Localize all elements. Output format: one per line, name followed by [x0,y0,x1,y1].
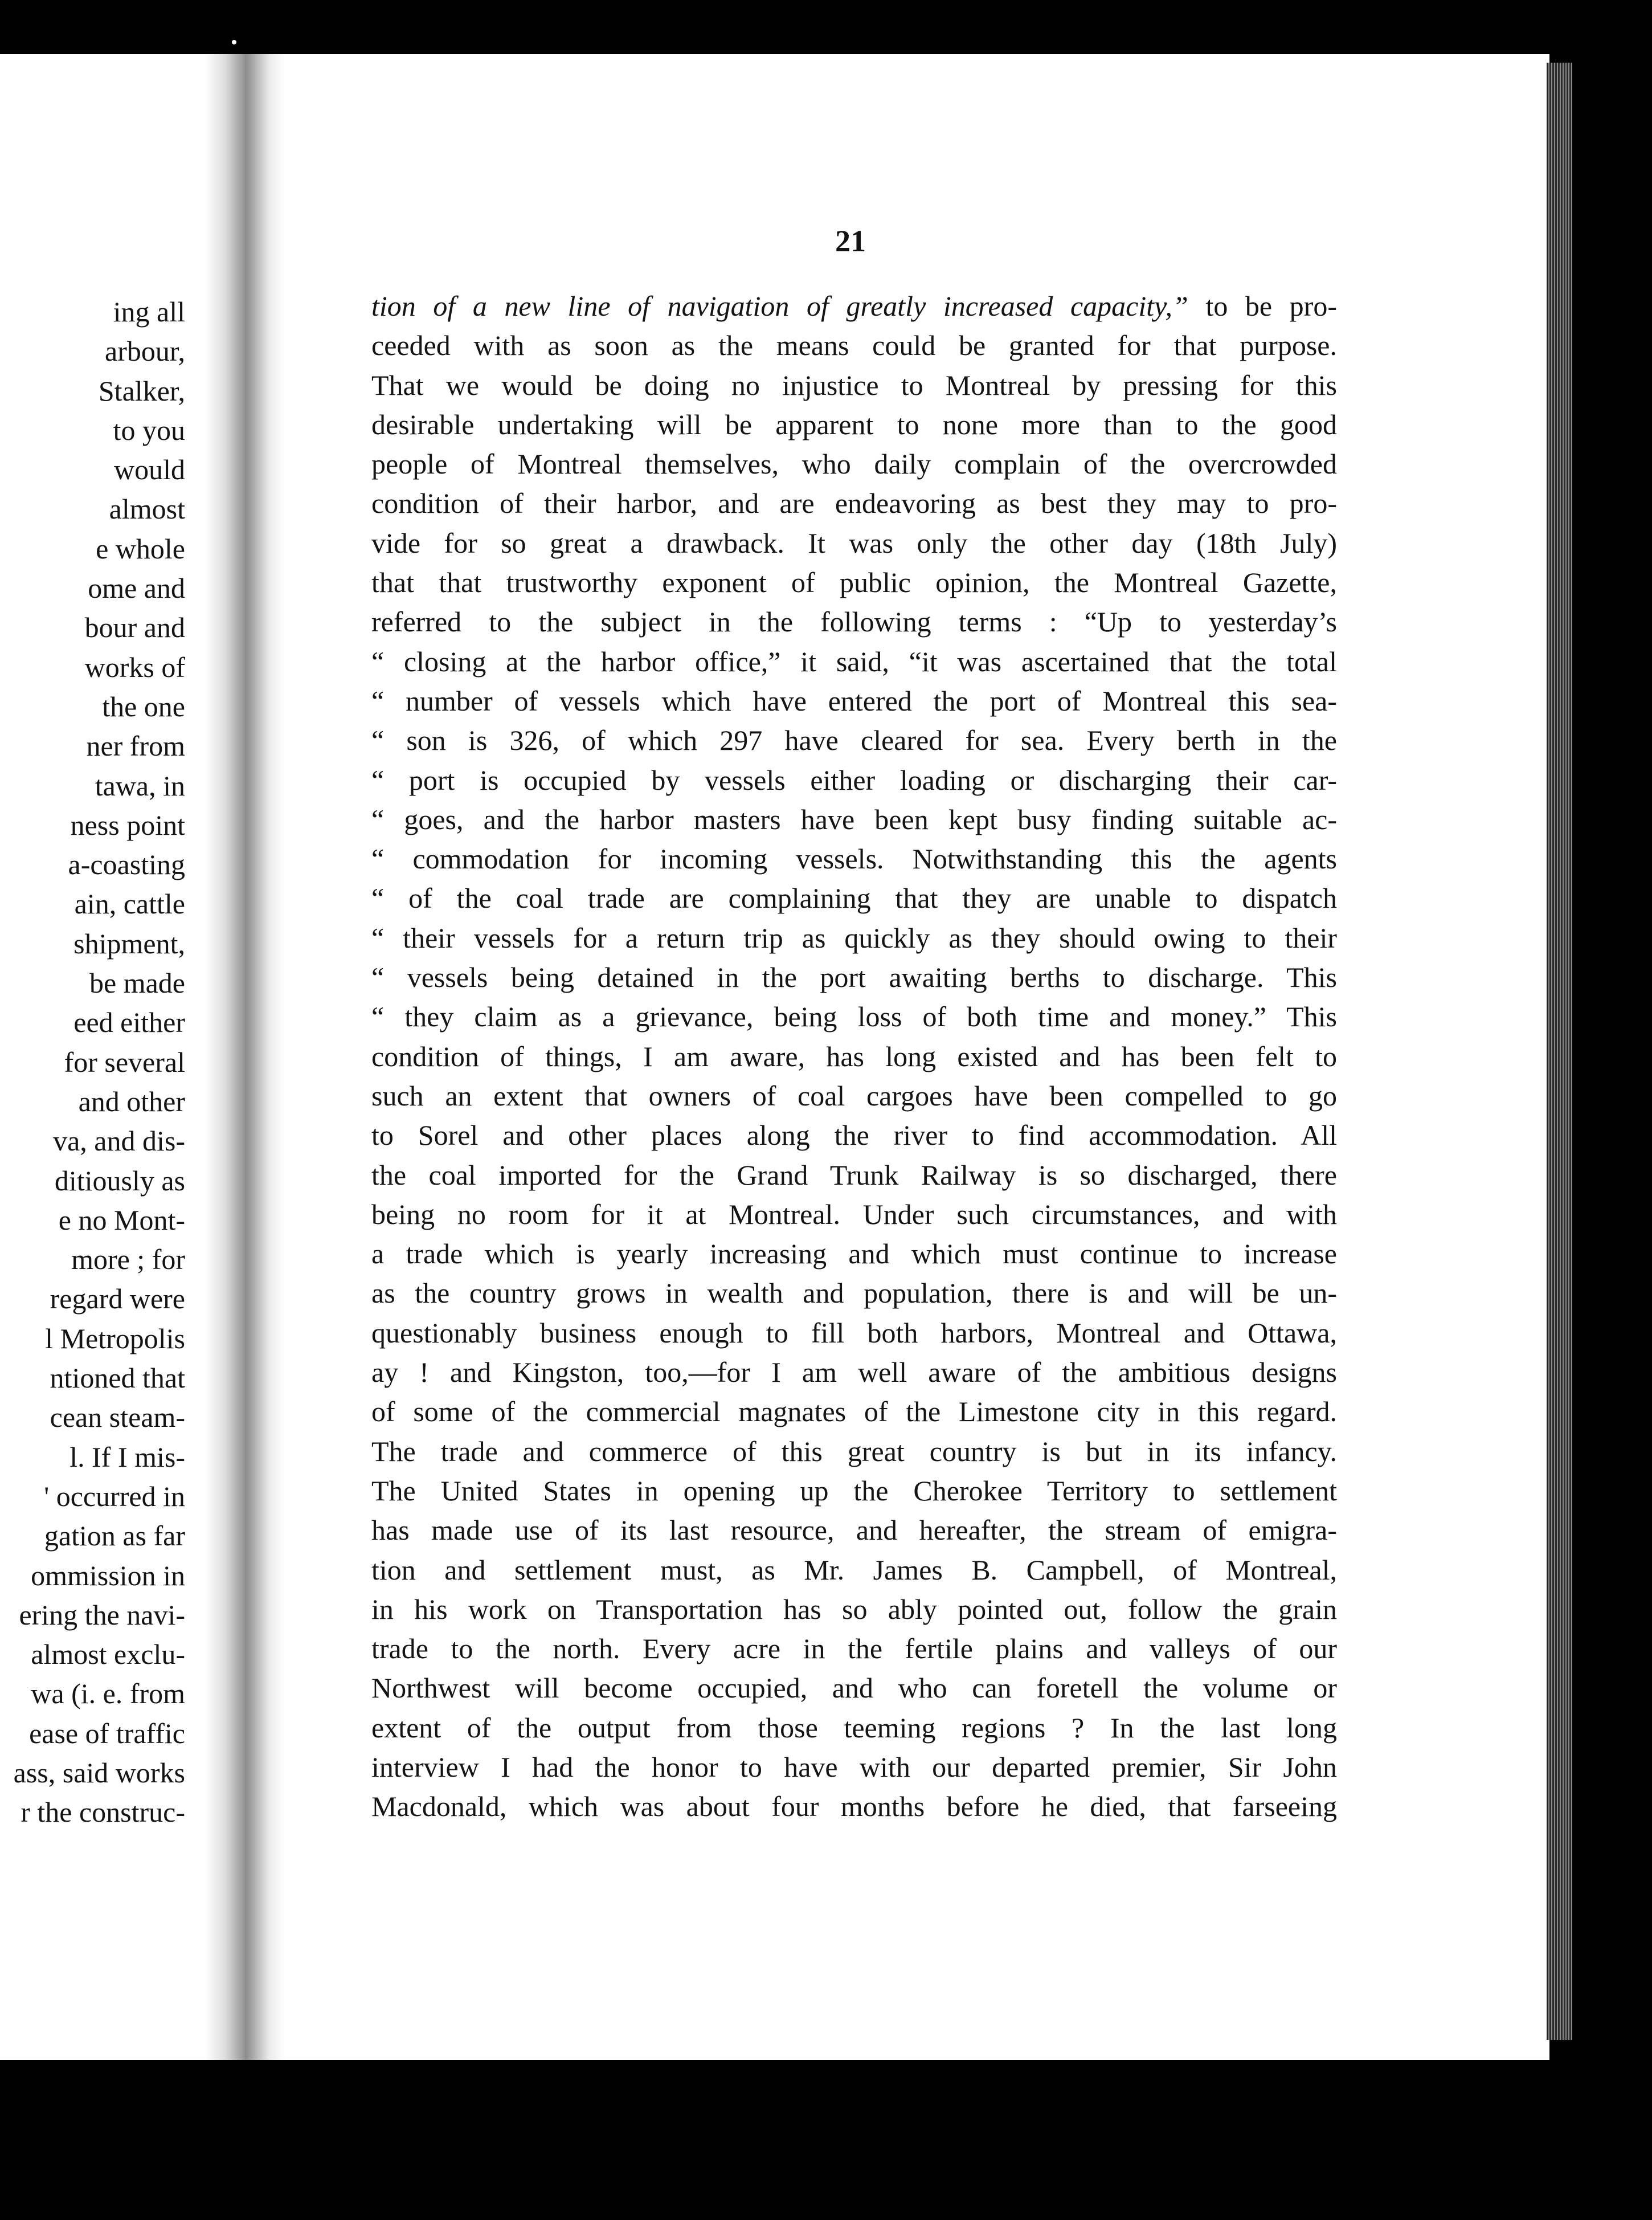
text-line: trade to the north. Every acre in the fertile plains and valleys of our [371,1633,1337,1665]
left-text-line: regard were [50,1283,185,1315]
left-text-line: ering the navi- [19,1598,185,1631]
text-line: the coal imported for the Grand Trunk Railway is so discharged, there [371,1158,1337,1191]
text-line: The United States in opening up the Cherokee Territory to settlement [371,1474,1337,1507]
left-text-line: ditiously as [54,1164,185,1197]
text-line: such an extent that owners of coal cargoes have been compelled to go [371,1079,1337,1112]
text-line: referred to the subject in the following terms : “Up to yesterday’s [371,606,1337,638]
spine-shadow [245,54,285,2060]
text-line: extent of the output from those teeming regions ? In the last long [371,1711,1337,1744]
left-text-line: a-coasting [68,848,185,881]
left-text-line: ain, cattle [74,888,185,920]
left-text-line: almost exclu- [31,1638,185,1671]
text-line: to Sorel and other places along the river to find accommodation. All [371,1119,1337,1152]
left-page [0,54,262,2060]
left-text-line: e no Mont- [58,1203,185,1236]
text-line: ceeded with as soon as the means could be granted for that purpose. [371,329,1337,362]
text-line: interview I had the honor to have with our departed premier, Sir John [371,1750,1337,1783]
left-text-line: almost [109,493,185,525]
text-line: That we would be doing no injustice to Montreal by pressing for this [371,369,1337,401]
text-line: desirable undertaking will be apparent to none more than to the good [371,408,1337,440]
page-number: 21 [835,224,866,258]
text-line: in his work on Transportation has so ably pointed out, follow the grain [371,1593,1337,1625]
text-line: “ commodation for incoming vessels. Notwithstanding this the agents [371,843,1337,875]
text-line: ay ! and Kingston, too,—for I am well aware of the ambitious designs [371,1356,1337,1389]
text-line: “ goes, and the harbor masters have been kept busy finding suitable ac- [371,803,1337,835]
left-text-line: ntioned that [50,1362,185,1394]
text-line [371,287,1337,326]
text-line: “ number of vessels which have entered the port of Montreal this sea- [371,684,1337,717]
left-text-line: tawa, in [95,769,185,802]
text-line: tion and settlement must, as Mr. James B. Campbell, of Montreal, [371,1553,1337,1586]
left-text-line: ner from [86,730,185,762]
text-line: Northwest will become occupied, and who can foretell the volume or [371,1672,1337,1704]
page-edges [1547,63,1572,2040]
left-text-line: ' occurred in [44,1480,185,1512]
body-text [371,287,1337,1827]
text-line: “ their vessels for a return trip as quickly as they should owing to their [371,921,1337,954]
text-line: “ son is 326, of which 297 have cleared for sea. Every berth in the [371,724,1337,757]
text-line: “ of the coal trade are complaining that they are unable to dispatch [371,882,1337,915]
left-text-line: e whole [96,532,185,565]
left-text-line: ease of traffic [29,1717,185,1749]
left-text-line: gation as far [44,1520,185,1552]
left-text-line: works of [84,651,185,683]
left-text-line: arbour, [105,335,185,368]
left-text-line: ing all [113,296,185,328]
italic-phrase: tion of a new line of navigation of greatly increased capacity,” [371,290,1188,322]
left-page-text [14,292,185,1833]
left-text-line: for several [64,1046,185,1078]
text-line: “ port is occupied by vessels either loading or discharging their car- [371,764,1337,796]
left-text-line: the one [102,690,185,723]
left-text-line: and other [78,1085,185,1117]
text-line: “ they claim as a grievance, being loss of both time and money.” This [371,1001,1337,1033]
left-text-line: cean steam- [50,1401,185,1434]
left-text-line: wa (i. e. from [31,1678,185,1710]
text-line: condition of things, I am aware, has long existed and has been felt to [371,1040,1337,1072]
left-text-line: va, and dis- [53,1125,185,1157]
left-text-line: more ; for [71,1243,185,1276]
text-run: to be pro- [1188,290,1337,322]
left-text-line: ommission in [31,1559,185,1591]
left-text-line: shipment, [73,927,185,960]
left-text-line: r the construc- [21,1796,185,1829]
left-text-line: Stalker, [98,374,185,407]
left-text-line: bour and [84,611,185,644]
text-line: condition of their harbor, and are endeavoring as best they may to pro- [371,487,1337,520]
text-line: “ vessels being detained in the port awaiting berths to discharge. This [371,961,1337,994]
text-line: “ closing at the harbor office,” it said, “it was ascertained that the total [371,645,1337,678]
text-line: vide for so great a drawback. It was only the other day (18th July) [371,527,1337,559]
left-text-line: l Metropolis [45,1322,185,1354]
left-text-line: ome and [88,572,185,605]
text-line: that that trustworthy exponent of public opinion, the Montreal Gazette, [371,566,1337,599]
left-text-line: l. If I mis- [69,1440,185,1473]
text-line: questionably business enough to fill both harbors, Montreal and Ottawa, [371,1316,1337,1349]
left-text-line: would [114,454,185,486]
text-line: of some of the commercial magnates of the Limestone city in this regard. [371,1395,1337,1428]
text-line: people of Montreal themselves, who daily complain of the overcrowded [371,448,1337,480]
text-line: The trade and commerce of this great country is but in its infancy. [371,1435,1337,1467]
text-line: Macdonald, which was about four months before he died, that farseeing [371,1790,1337,1823]
left-text-line: ass, said works [13,1756,185,1789]
text-line: a trade which is yearly increasing and which must continue to increase [371,1238,1337,1270]
text-line: as the country grows in wealth and population, there is and will be un- [371,1277,1337,1309]
left-text-line: ness point [70,809,185,841]
left-text-line: eed either [73,1006,185,1039]
left-text-line: to you [113,414,185,446]
left-text-line: be made [89,967,185,999]
text-line: being no room for it at Montreal. Under such circumstances, and with [371,1198,1337,1230]
scan-speck [232,40,236,44]
text-line: has made use of its last resource, and hereafter, the stream of emigra- [371,1514,1337,1546]
